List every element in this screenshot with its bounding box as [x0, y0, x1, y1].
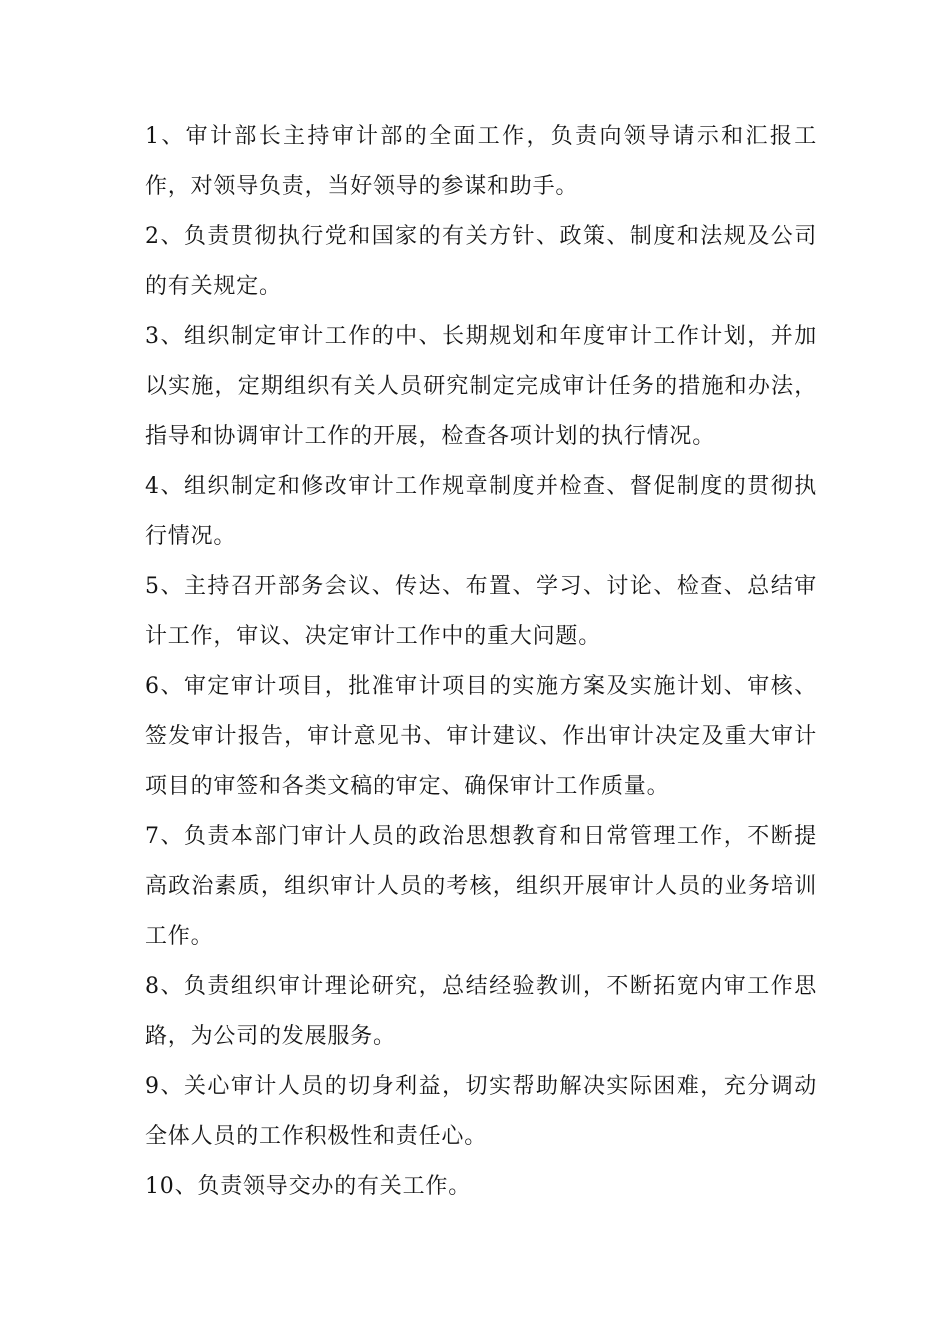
paragraph-duty-8: 8、负责组织审计理论研究，总结经验教训，不断拓宽内审工作思路，为公司的发展服务。	[145, 974, 817, 1049]
paragraph-duty-3: 3、组织制定审计工作的中、长期规划和年度审计工作计划，并加以实施，定期组织有关人员研究制定完成审计任务的措施和办法，指导和协调审计工作的开展，检查各项计划的执行情况。	[145, 324, 817, 449]
paragraph-duty-9: 9、关心审计人员的切身利益，切实帮助解决实际困难，充分调动全体人员的工作积极性和责任心。	[145, 1074, 817, 1149]
document-body	[145, 112, 817, 1212]
paragraph-duty-2: 2、负责贯彻执行党和国家的有关方针、政策、制度和法规及公司的有关规定。	[145, 224, 817, 299]
paragraph-duty-4: 4、组织制定和修改审计工作规章制度并检查、督促制度的贯彻执行情况。	[145, 474, 817, 549]
paragraph-duty-7: 7、负责本部门审计人员的政治思想教育和日常管理工作，不断提高政治素质，组织审计人员的考核，组织开展审计人员的业务培训工作。	[145, 824, 817, 949]
paragraph-duty-5: 5、主持召开部务会议、传达、布置、学习、讨论、检查、总结审计工作，审议、决定审计工作中的重大问题。	[145, 574, 817, 649]
paragraph-duty-10: 10、负责领导交办的有关工作。	[145, 1174, 471, 1199]
paragraph-duty-6: 6、审定审计项目，批准审计项目的实施方案及实施计划、审核、签发审计报告，审计意见书、审计建议、作出审计决定及重大审计项目的审签和各类文稿的审定、确保审计工作质量。	[145, 674, 817, 799]
paragraph-duty-1: 1、审计部长主持审计部的全面工作，负责向领导请示和汇报工作，对领导负责，当好领导的参谋和助手。	[145, 124, 817, 199]
